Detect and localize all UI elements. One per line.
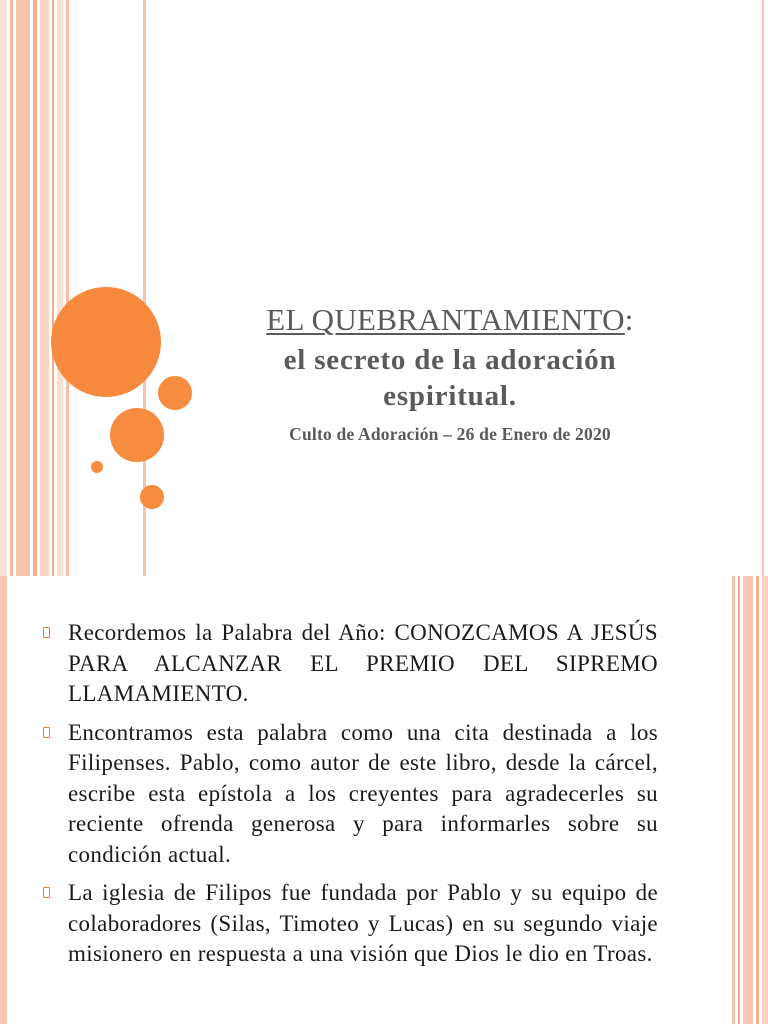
bullet-icon [43,727,50,738]
title-block [220,302,680,445]
subtitle-line-2: espiritual. [383,380,517,412]
bullet-icon [43,887,50,898]
decorative-circle [51,287,161,397]
list-item [42,618,658,710]
bullet-icon [43,627,50,638]
list-item [42,878,658,970]
decorative-stripes [732,576,768,1024]
decorative-circle [158,376,192,410]
slide-title [220,302,680,338]
slide-subtitle [220,342,680,414]
bullet-text: Encontramos esta palabra como una cita destinada a los Filipenses. Pablo, como autor de este libro, desde la cárcel, escribe esta epístola a los creyentes para agradecerles su reciente ofrenda generosa y para informarles sobre su condición actual. [68,719,658,867]
bullet-text: Recordemos la Palabra del Año: CONOZCAMOS A JESÚS PARA ALCANZAR EL PREMIO DEL SIPREMO LLAMAMIENTO. [68,620,658,706]
title-colon: : [624,302,634,337]
decorative-circle [110,408,164,462]
decorative-left-bar [0,576,7,1024]
decorative-circle [140,485,164,509]
bullet-text: La iglesia de Filipos fue fundada por Pablo y su equipo de colaboradores (Silas, Timoteo y Lucas) en su segundo viaje misionero en respuesta a una visión que Dios le dio en Troas. [68,880,658,966]
decorative-stripes [0,0,160,576]
decorative-circle [91,461,103,473]
content-slide [0,576,768,1024]
subtitle-line-1: el secreto de la adoración [283,344,617,376]
decorative-right-line [762,0,764,576]
service-date: Culto de Adoración – 26 de Enero de 2020 [289,424,611,444]
bullet-list [42,618,658,978]
list-item [42,718,658,871]
title-main: EL QUEBRANTAMIENTO [266,302,625,337]
